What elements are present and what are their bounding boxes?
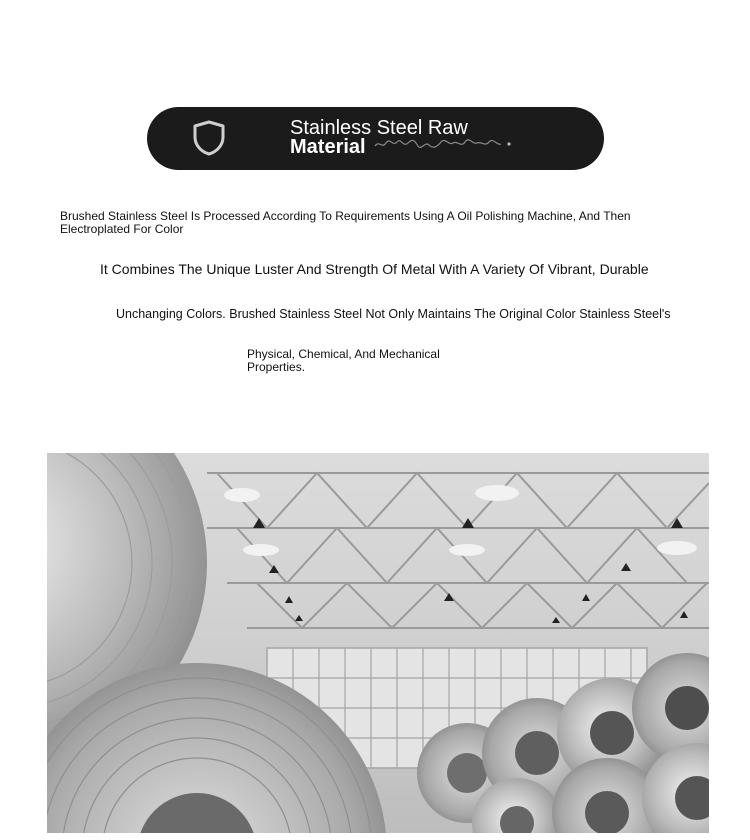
title-banner (147, 107, 604, 170)
title-line-1: Stainless Steel Raw (290, 117, 468, 139)
paragraph-4: Physical, Chemical, And Mechanical Properties. (247, 347, 440, 374)
title-line-2: Material (290, 136, 366, 158)
decorative-scribble (373, 137, 513, 151)
steel-coils-photo (47, 453, 709, 833)
paragraph-1: Brushed Stainless Steel Is Processed According To Requirements Using A Oil Polishing Machine, And Then Electroplated For Color (60, 209, 631, 236)
paragraph-3: Unchanging Colors. Brushed Stainless Steel Not Only Maintains The Original Color Stainless Steel's (116, 307, 671, 321)
paragraph-2: It Combines The Unique Luster And Strength Of Metal With A Variety Of Vibrant, Durable (100, 261, 649, 277)
shield-icon (192, 120, 226, 156)
steel-coils-illustration (47, 453, 709, 833)
